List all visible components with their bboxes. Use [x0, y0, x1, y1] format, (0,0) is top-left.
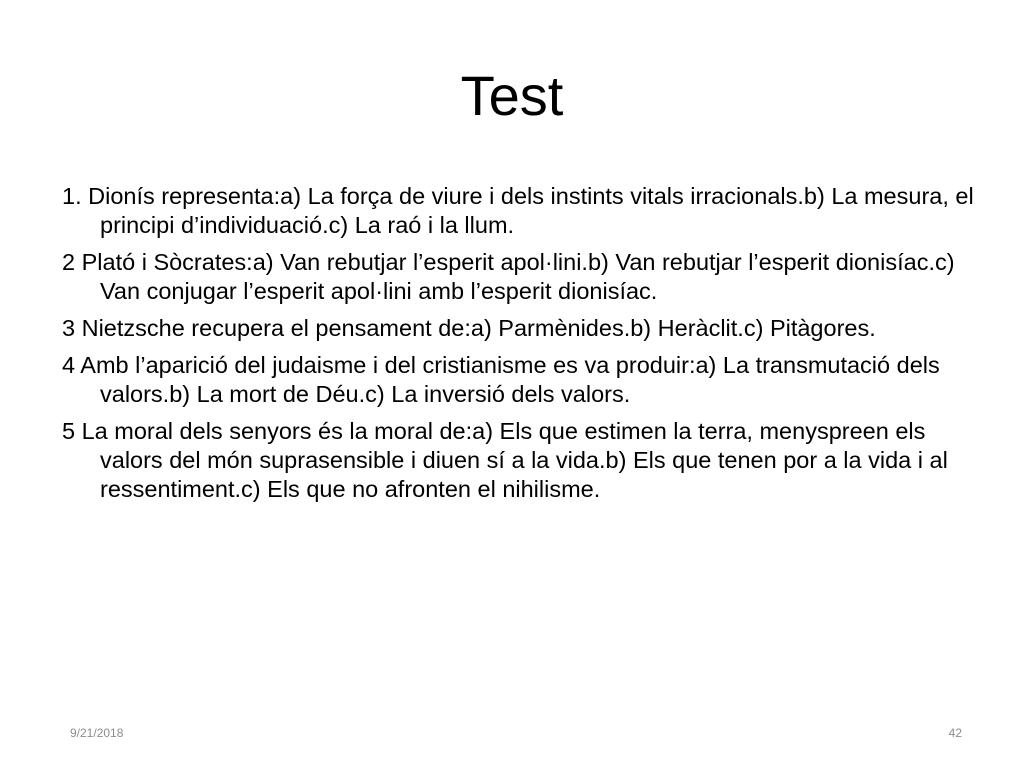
- question-item-1: 1. Dionís representa:a) La força de viure i dels instints vitals irracionals.b) La mesura, el principi d’individuació.c) La raó i la llum.: [62, 183, 974, 238]
- question-item-5: 5 La moral dels senyors és la moral de:a) Els que estimen la terra, menyspreen els valors del món suprasensible i diuen sí a la vida.b) Els que tenen por a la vida i al ressentiment.c) Els que no afronten el nihilisme.: [62, 418, 948, 502]
- question-list: [62, 182, 977, 512]
- footer-page-number: 42: [948, 726, 962, 740]
- question-item-4: 4 Amb l’aparició del judaisme i del cristianisme es va produir:a) La transmutació dels valors.b) La mort de Déu.c) La inversió dels valors.: [62, 352, 940, 407]
- question-item-2: 2 Plató i Sòcrates:a) Van rebutjar l’esperit apol·lini.b) Van rebutjar l’esperit dionisíac.c) Van conjugar l’esperit apol·lini amb l’esperit dionisíac.: [62, 249, 955, 304]
- footer-date: 9/21/2018: [70, 726, 124, 740]
- question-item-3: 3 Nietzsche recupera el pensament de:a) Parmènides.b) Heràclit.c) Pitàgores.: [62, 315, 876, 341]
- slide-title: Test: [460, 64, 564, 127]
